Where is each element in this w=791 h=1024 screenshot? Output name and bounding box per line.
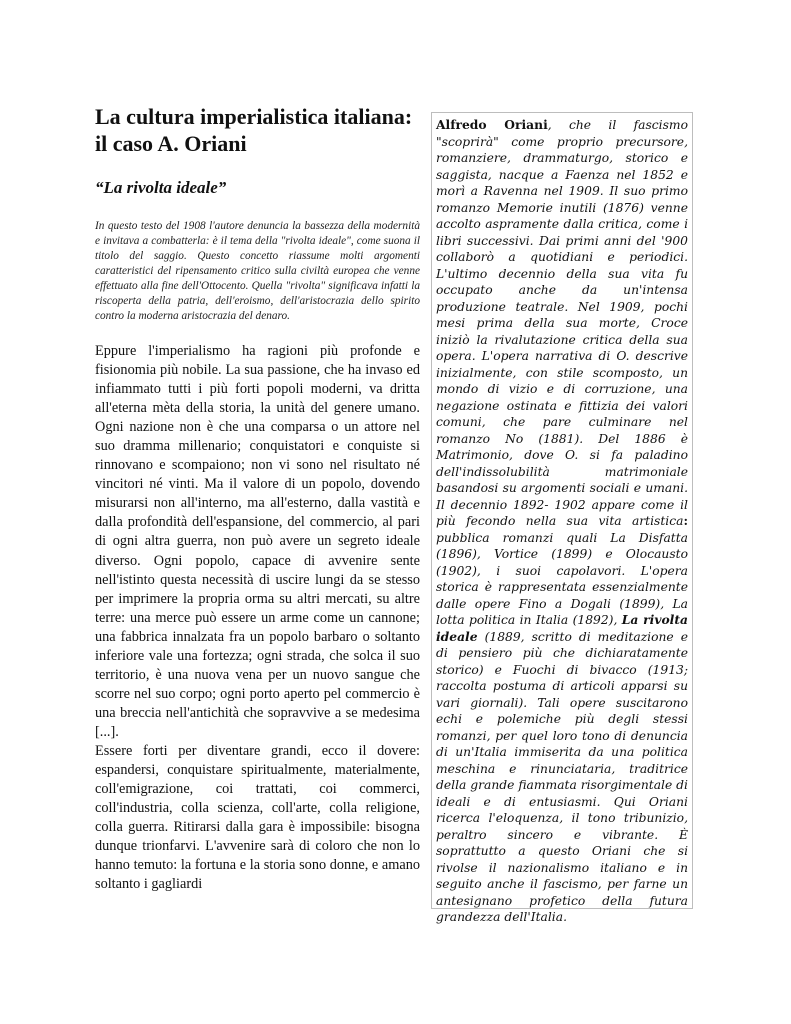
article-column xyxy=(95,103,420,894)
section-subtitle: “La rivolta ideale” xyxy=(95,178,227,197)
bio-text-b: pubblica romanzi quali La Disfatta (1896), Vortice (1899) e Olocausto (1902), i suoi capolavori. L'opera storica è rappresentata essenzialmente dalle opere Fino a Dogali (1899), La lotta politica in Italia (1892), xyxy=(436,530,688,627)
body-paragraph-2: Essere forti per diventare grandi, ecco il dovere: espandersi, conquistare spiritualmente, materialmente, coll'emigrazione, coi trattati, coi commerci, coll'industria, colla scienza, coll'arte, colla religione, colla guerra. Ritirarsi dalla gara è impossibile: bisogna dunque trionfarvi. L'avvenire sarà di coloro che non lo hanno temuto: la fortuna e la storia sono donne, e amano soltanto i gagliardi xyxy=(95,742,420,893)
page-title xyxy=(95,103,420,157)
bio-colon: : xyxy=(683,513,688,528)
bio-text-c: (1889, scritto di meditazione e di pensiero più che dichiaratamente storico) e Fuochi di bivacco (1913; raccolta postuma di articoli apparsi su vari giornali). Tali opere suscitarono echi e polemiche più degli stessi romanzi, per quel loro tono di denuncia di un'Italia immiserita da una politica meschina e rinunciataria, traditrice della grande fiammata risorgimentale di ideali e di entusiasmi. Qui Oriani ricerca l'eloquenza, il tono tribunizio, peraltro sincero e vibrante. È soprattutto a questo Oriani che si rivolse il nazionalismo italiano e in seguito anche il fascismo, per farne un antesignano profetico della futura grandezza dell'Italia. xyxy=(436,629,688,924)
intro-paragraph: In questo testo del 1908 l'autore denuncia la bassezza della modernità e invitava a combatterla: è il tema della "rivolta ideale", come suona il titolo del saggio. Questo concetto riassume molti argomenti caratteristici del ripensamento critico sulla civiltà europea che venne effettuato alla fine dell'Ottocento. Quella "rivolta" significava infatti la riscoperta della patria, dell'eroismo, dell'aristocrazia dello spirito contro la moderna aristocrazia del denaro. xyxy=(95,220,420,322)
bio-highlight-title: La rivolta ideale xyxy=(436,612,688,644)
author-name: Alfredo Oriani xyxy=(436,117,548,132)
title-line-2: il caso A. Oriani xyxy=(95,131,247,156)
biography-text xyxy=(436,117,688,926)
body-paragraph-1: Eppure l'imperialismo ha ragioni più profonde e fisionomia più nobile. La sua passione, che ha invaso ed infiammato tutti i più forti popoli moderni, va dritta all'eterna mèta della storia, la unità del genere umano. Ogni nazione non è che una comparsa o un attore nel suo dramma millenario; conquistatori e conquiste si rinnovano e scompaiono; non vi sono nel risultato né vincitori né vinti. Ma il valore di un popolo, dovendo misurarsi non all'interno, ma all'esterno, dalla vastità e dalla profondità dell'espansione, del commercio, al pari di ogni altra guerra, non può avere un segreto ideale diverso. Ogni popolo, capace di avvenire sente nell'istinto questa necessità di uscire lungi da se stesso per imprimere la propria orma su altri mercati, su altre terre: una merce può essere un arme come un cannone; una fabbrica innalzata fra un popolo barbaro o soltanto inferiore vale una fortezza; ogni strada, che solca il suo territorio, è una nuova vena per un nuovo sangue che scorre nel suo corpo; ogni porto aperto pel commercio è una breccia nell'antichità che sopravvive a se medesima [...]. xyxy=(95,343,420,740)
bio-text-a: , che il fascismo "scoprirà" come proprio precursore, romanziere, drammaturgo, storico e saggista, nacque a Faenza nel 1852 e morì a Ravenna nel 1909. Il suo primo romanzo Memorie inutili (1876) venne accolto aspramente dalla critica, come i libri successivi. Dai primi anni del '900 collaborò a quotidiani e periodici. L'ultimo decennio della sua vita fu occupato anche da un'intensa produzione teatrale. Nel 1909, pochi mesi prima della sua morte, Croce iniziò la rivalutazione critica della sua opera. L'opera narrativa di O. descrive inizialmente, con stile scomposto, un mondo di vizio e di corruzione, una negazione ostinata e fittizia dei valori comuni, che pare culminare nel romanzo No (1881). Del 1886 è Matrimonio, dove O. si fa paladino dell'indissolubilità matrimoniale basandosi su argomenti sociali e umani. Il decennio 1892- 1902 appare come il più fecondo nella sua vita artistica xyxy=(436,118,688,528)
title-line-1: La cultura imperialistica italiana: xyxy=(95,104,413,129)
biography-sidebar xyxy=(431,112,693,924)
